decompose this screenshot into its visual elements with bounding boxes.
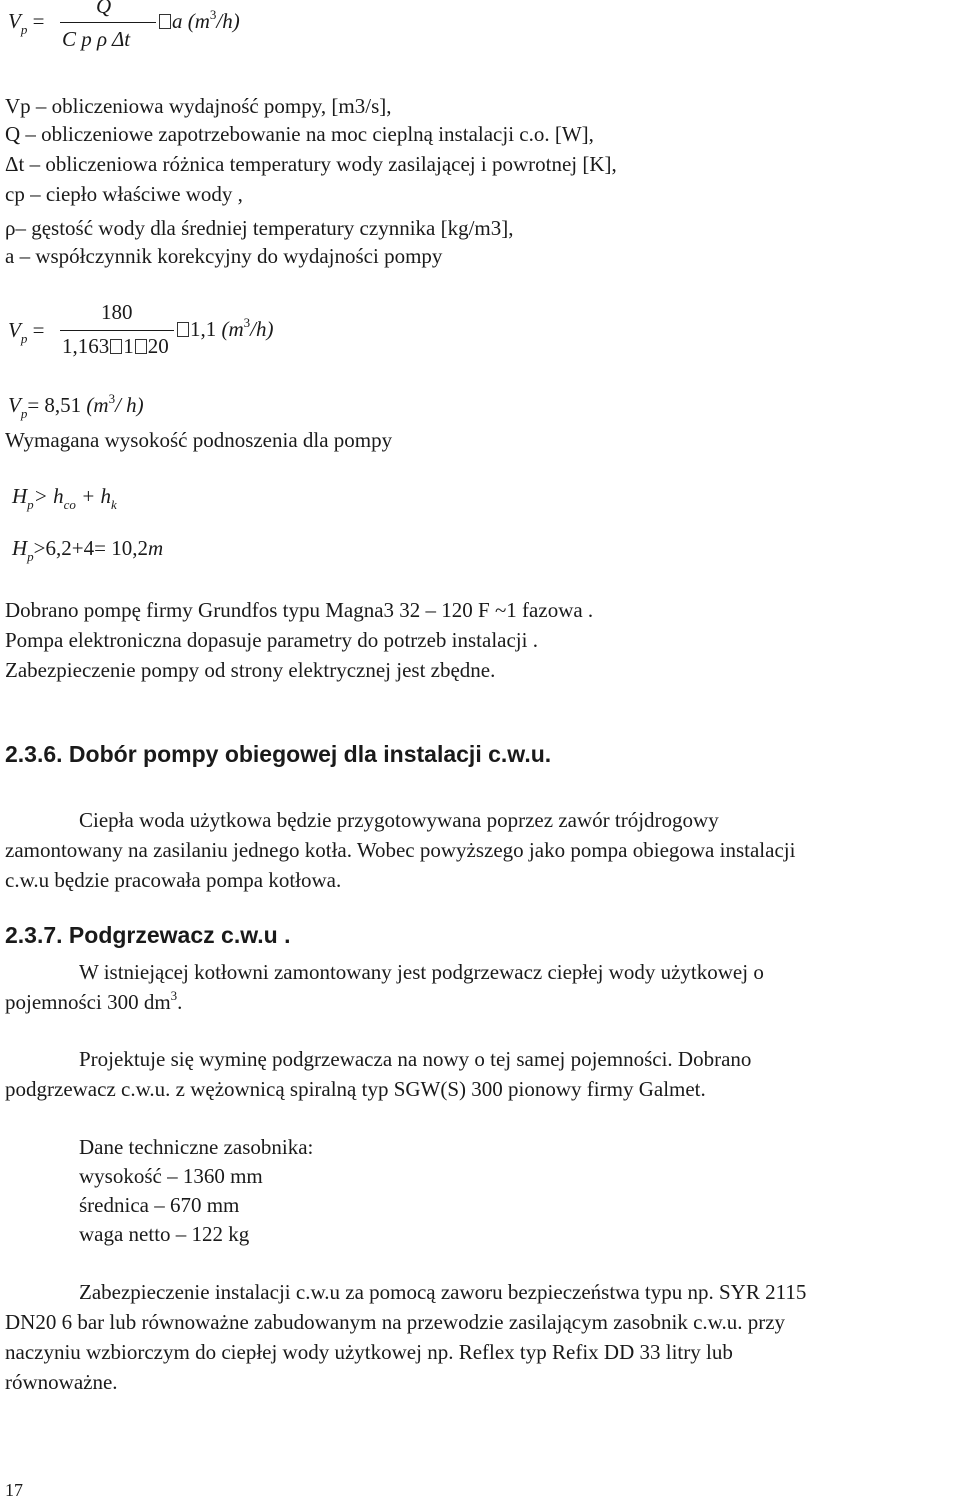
- formula-hp: [12, 484, 117, 512]
- missing-glyph-icon: [110, 339, 122, 354]
- formula-denominator: [62, 27, 130, 52]
- missing-glyph-icon: [159, 14, 171, 29]
- unit-open: (m: [86, 393, 109, 417]
- tech-data-line: Dane techniczne zasobnika:: [79, 1135, 314, 1159]
- formula-sub-co: co: [63, 497, 76, 512]
- boiler-line: [5, 989, 182, 1018]
- missing-glyph-icon: [135, 339, 147, 354]
- formula-expr: >6,2+4= 10,2: [33, 536, 148, 560]
- formula-vp: [8, 9, 45, 37]
- cwu-line: c.w.u będzie pracowała pompa kotłowa.: [5, 868, 342, 892]
- unit-exp: 3: [243, 315, 251, 330]
- definition-line: cp – ciepło właściwe wody ,: [5, 182, 243, 206]
- formula-numerator: Q: [96, 0, 112, 18]
- formula-var: H: [12, 484, 28, 508]
- denominator-c: 20: [147, 334, 169, 358]
- tech-data-line: wysokość – 1360 mm: [79, 1164, 263, 1188]
- boiler-capacity: pojemności 300 dm: [5, 990, 171, 1014]
- definition-line: ρ– gęstość wody dla średniej temperatury czynnika [kg/m3],: [5, 216, 514, 240]
- safety-line: równoważne.: [5, 1370, 118, 1394]
- formula-var: V: [8, 9, 21, 33]
- unit-close: /h): [250, 317, 274, 341]
- definition-line: a – współczynnik korekcyjny do wydajności pompy: [5, 244, 443, 268]
- replace-line: podgrzewacz c.w.u. z wężownicą spiralną typ SGW(S) 300 pionowy firmy Galmet.: [5, 1077, 706, 1101]
- fraction-bar: [60, 330, 174, 331]
- formula-equals: =: [32, 318, 45, 342]
- cwu-line: zamontowany na zasilaniu jednego kotła. Wobec powyższego jako pompa obiegowa instalacji: [5, 838, 796, 862]
- safety-line: Zabezpieczenie instalacji c.w.u za pomocą zaworu bezpieczeństwa typu np. SYR 2115: [79, 1280, 807, 1304]
- formula-op: > h: [33, 484, 64, 508]
- tech-data-line: waga netto – 122 kg: [79, 1222, 250, 1246]
- unit-close: /h): [216, 9, 240, 33]
- definition-line: Δt – obliczeniowa różnica temperatury wody zasilającej i powrotnej [K],: [5, 152, 617, 176]
- formula-vp-calc: [8, 318, 45, 346]
- tech-data-line: średnica – 670 mm: [79, 1193, 240, 1217]
- formula-sub: p: [27, 549, 34, 564]
- definition-line: Q – obliczeniowe zapotrzebowanie na moc cieplną instalacji c.o. [W],: [5, 122, 594, 146]
- page-number: 17: [5, 1480, 23, 1500]
- height-heading: Wymagana wysokość podnoszenia dla pompy: [5, 428, 393, 452]
- formula-sub: p: [27, 497, 34, 512]
- formula-rhs: [176, 317, 274, 342]
- formula-expr: = 8,51: [27, 393, 82, 417]
- formula-equals: =: [32, 9, 45, 33]
- unit-exp: 3: [209, 7, 217, 22]
- formula-sub: p: [20, 22, 28, 37]
- cwu-line: Ciepła woda użytkowa będzie przygotowywana poprzez zawór trójdrogowy: [79, 808, 719, 832]
- formula-coef: 1,1: [190, 317, 217, 341]
- formula-numerator: 180: [101, 300, 133, 324]
- section-heading-236: 2.3.6. Dobór pompy obiegowej dla instalacji c.w.u.: [5, 741, 552, 767]
- missing-glyph-icon: [177, 322, 189, 337]
- pump-line: Dobrano pompę firmy Grundfos typu Magna3 32 – 120 F ~1 fazowa .: [5, 598, 594, 622]
- replace-line: Projektuje się wyminę podgrzewacza na nowy o tej samej pojemności. Dobrano: [79, 1047, 752, 1071]
- formula-denominator: [62, 334, 169, 359]
- safety-line: naczyniu wzbiorczym do ciepłej wody użytkowej np. Reflex typ Refix DD 33 litry lub: [5, 1340, 733, 1364]
- formula-sub: p: [20, 406, 28, 421]
- formula-denominator-text: C p ρ Δt: [62, 27, 131, 51]
- formula-sub: p: [20, 331, 28, 346]
- safety-line: DN20 6 bar lub równoważne zabudowanym na przewodzie zasilającym zasobnik c.w.u. przy: [5, 1310, 786, 1334]
- pump-line: Zabezpieczenie pompy od strony elektrycznej jest zbędne.: [5, 658, 496, 682]
- formula-unit: m: [147, 536, 164, 560]
- formula-rhs: [158, 9, 240, 34]
- unit-open: (m: [221, 317, 244, 341]
- section-heading-237: 2.3.7. Podgrzewacz c.w.u .: [5, 922, 291, 948]
- unit-close: / h): [115, 393, 144, 417]
- denominator-a: 1,163: [62, 334, 110, 358]
- formula-plus: + h: [75, 484, 112, 508]
- boiler-capacity-end: .: [177, 990, 183, 1014]
- formula-var: V: [8, 318, 21, 342]
- formula-var: H: [12, 536, 28, 560]
- formula-vp-result: [8, 391, 144, 421]
- boiler-line: W istniejącej kotłowni zamontowany jest podgrzewacz ciepłej wody użytkowej o: [79, 960, 764, 984]
- definition-line: Vp – obliczeniowa wydajność pompy, [m3/s],: [5, 94, 392, 118]
- pump-line: Pompa elektroniczna dopasuje parametry do potrzeb instalacji .: [5, 628, 538, 652]
- unit-open: (m: [187, 9, 210, 33]
- formula-var: V: [8, 393, 21, 417]
- denominator-b: 1: [123, 334, 134, 358]
- formula-a: a: [172, 9, 183, 33]
- boiler-capacity-exp: 3: [170, 988, 178, 1003]
- unit-exp: 3: [108, 391, 116, 406]
- formula-hp-result: [12, 536, 164, 564]
- formula-sub-k: k: [111, 497, 117, 512]
- fraction-bar: [60, 22, 156, 23]
